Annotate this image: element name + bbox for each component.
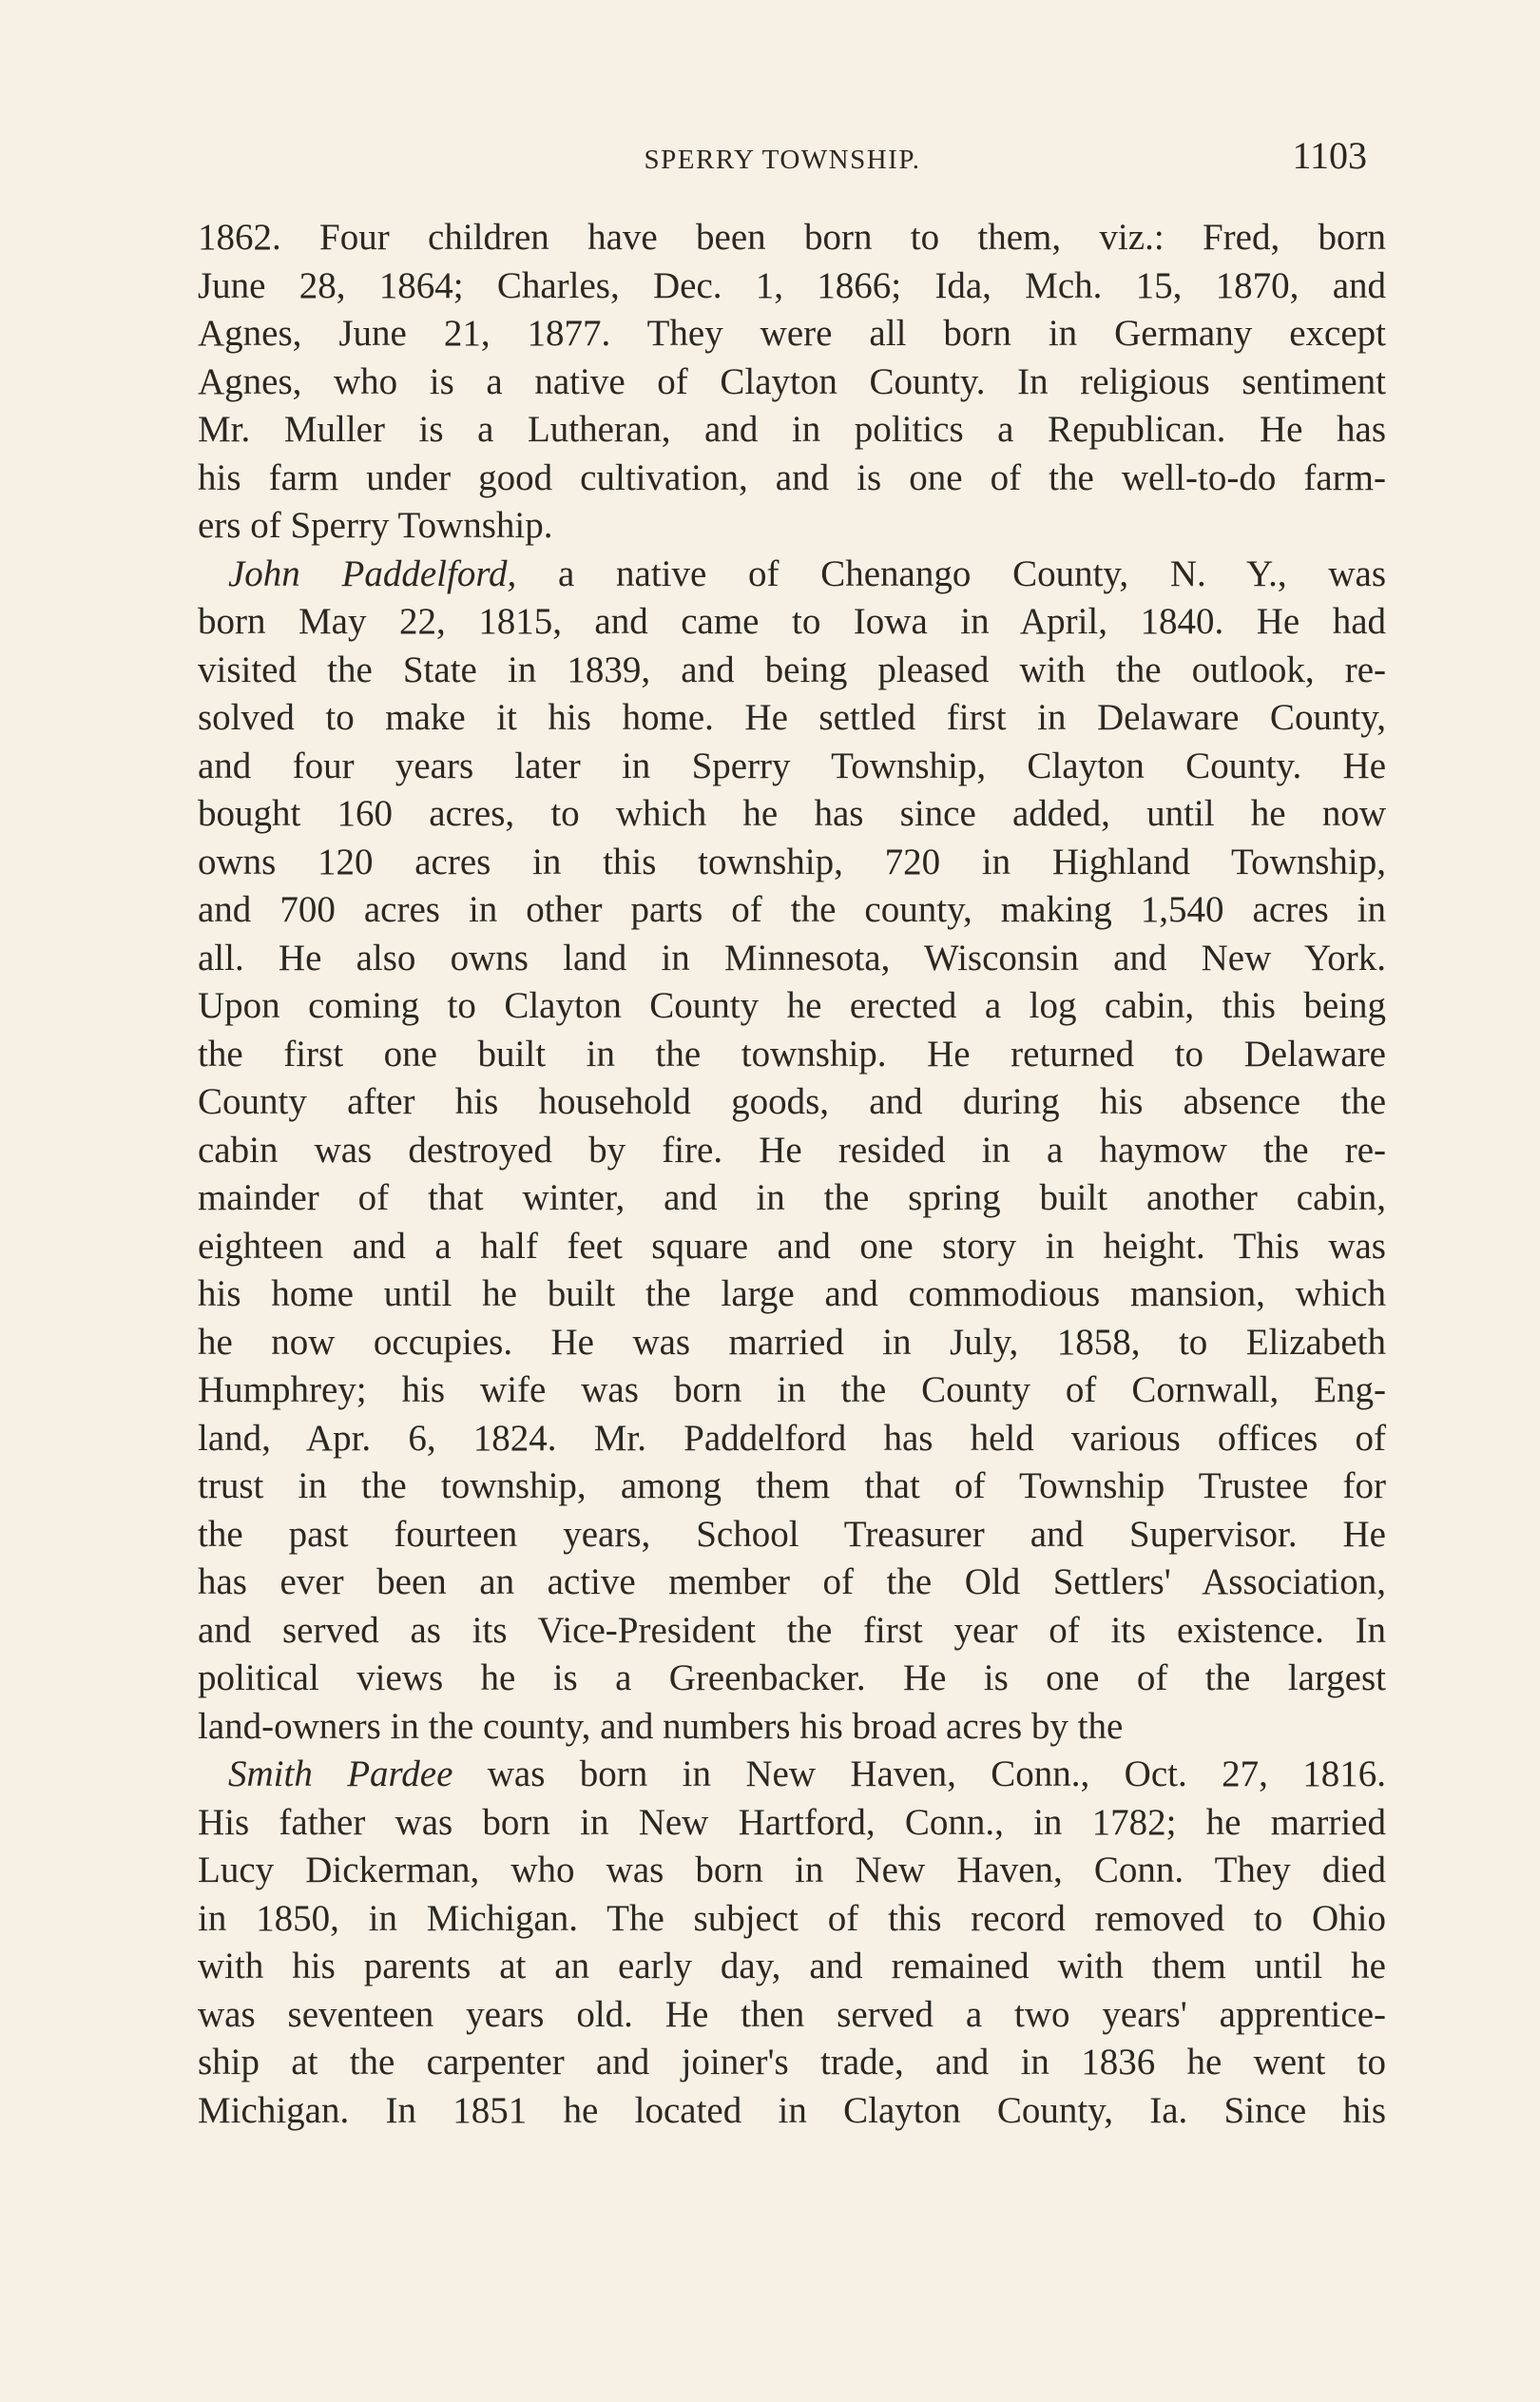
text-fragment: was born in New Haven, Conn., Oct. 27, 1816.	[452, 1753, 1386, 1794]
text-line: Upon coming to Clayton County he erected a log cabin, this being	[198, 985, 1386, 1026]
text-line: his farm under good cultivation, and is one of the well-to-do farm-	[198, 456, 1386, 498]
text-line: was seventeen years old. He then served a two years' apprentice-	[198, 1993, 1386, 2035]
text-line: Lucy Dickerman, who was born in New Haven, Conn. They died	[198, 1850, 1386, 1890]
text-line: June 28, 1864; Charles, Dec. 1, 1866; Ida, Mch. 15, 1870, and	[198, 264, 1386, 306]
page-number: 1103	[1292, 134, 1367, 177]
subject-name: Smith Pardee	[228, 1753, 453, 1794]
paragraph-first-line	[198, 1751, 1386, 1799]
text-line: trust in the township, among them that of Township Trustee for	[198, 1465, 1386, 1506]
running-header	[198, 133, 1367, 181]
text-line: owns 120 acres in this township, 720 in Highland Township,	[198, 841, 1386, 882]
text-line: and served as its Vice-President the first year of its existence. In	[198, 1609, 1386, 1651]
text-line: Michigan. In 1851 he located in Clayton County, Ia. Since his	[198, 2089, 1386, 2131]
text-line: and four years later in Sperry Township, Clayton County. He	[198, 745, 1386, 786]
text-line: land, Apr. 6, 1824. Mr. Paddelford has held various offices of	[198, 1417, 1386, 1459]
text-line: Agnes, who is a native of Clayton County. In religious sentiment	[198, 360, 1386, 402]
text-line: his home until he built the large and commodious mansion, which	[198, 1273, 1386, 1314]
text-line: solved to make it his home. He settled first in Delaware County,	[198, 697, 1386, 738]
text-line: ship at the carpenter and joiner's trade, and in 1836 he went to	[198, 2042, 1386, 2082]
text-line: Agnes, June 21, 1877. They were all born in Germany except	[198, 313, 1386, 354]
text-line: cabin was destroyed by fire. He resided in a haymow the re-	[198, 1129, 1386, 1171]
text-line: County after his household goods, and during his absence the	[198, 1081, 1386, 1122]
text-line: mainder of that winter, and in the spring built another cabin,	[198, 1177, 1386, 1218]
paragraph-first-line	[198, 551, 1386, 599]
text-line: all. He also owns land in Minnesota, Wisconsin and New York.	[198, 937, 1386, 978]
text-line: in 1850, in Michigan. The subject of this record removed to Ohio	[198, 1897, 1386, 1939]
text-line: has ever been an active member of the Old Settlers' Association,	[198, 1561, 1386, 1602]
text-line: he now occupies. He was married in July, 1858, to Elizabeth	[198, 1321, 1386, 1363]
text-line: Mr. Muller is a Lutheran, and in politics a Republican. He has	[198, 409, 1386, 450]
text-line: 1862. Four children have been born to them, viz.: Fred, born	[198, 217, 1386, 258]
text-line: eighteen and a half feet square and one story in height. This was	[198, 1225, 1386, 1267]
text-line: with his parents at an early day, and remained with them until he	[198, 1946, 1386, 1986]
text-line: born May 22, 1815, and came to Iowa in April, 1840. He had	[198, 601, 1386, 642]
subject-name: John Paddelford,	[228, 552, 517, 594]
text-line: land-owners in the county, and numbers his broad acres by the	[198, 1705, 1124, 1747]
text-line: and 700 acres in other parts of the county, making 1,540 acres in	[198, 889, 1386, 930]
text-line: the past fourteen years, School Treasurer and Supervisor. He	[198, 1513, 1386, 1555]
text-fragment: a native of Chenango County, N. Y., was	[516, 552, 1387, 594]
text-line: Humphrey; his wife was born in the County of Cornwall, Eng-	[198, 1369, 1386, 1410]
text-line: bought 160 acres, to which he has since added, until he now	[198, 793, 1386, 834]
text-line: ers of Sperry Township.	[198, 505, 553, 546]
running-title: SPERRY TOWNSHIP.	[644, 145, 921, 175]
text-line: His father was born in New Hartford, Conn., in 1782; he married	[198, 1801, 1386, 1843]
text-line: political views he is a Greenbacker. He is one of the largest	[198, 1657, 1386, 1698]
text-line: the first one built in the township. He returned to Delaware	[198, 1033, 1386, 1075]
text-line: visited the State in 1839, and being pleased with the outlook, re-	[198, 649, 1386, 690]
body-text	[198, 214, 1386, 2135]
